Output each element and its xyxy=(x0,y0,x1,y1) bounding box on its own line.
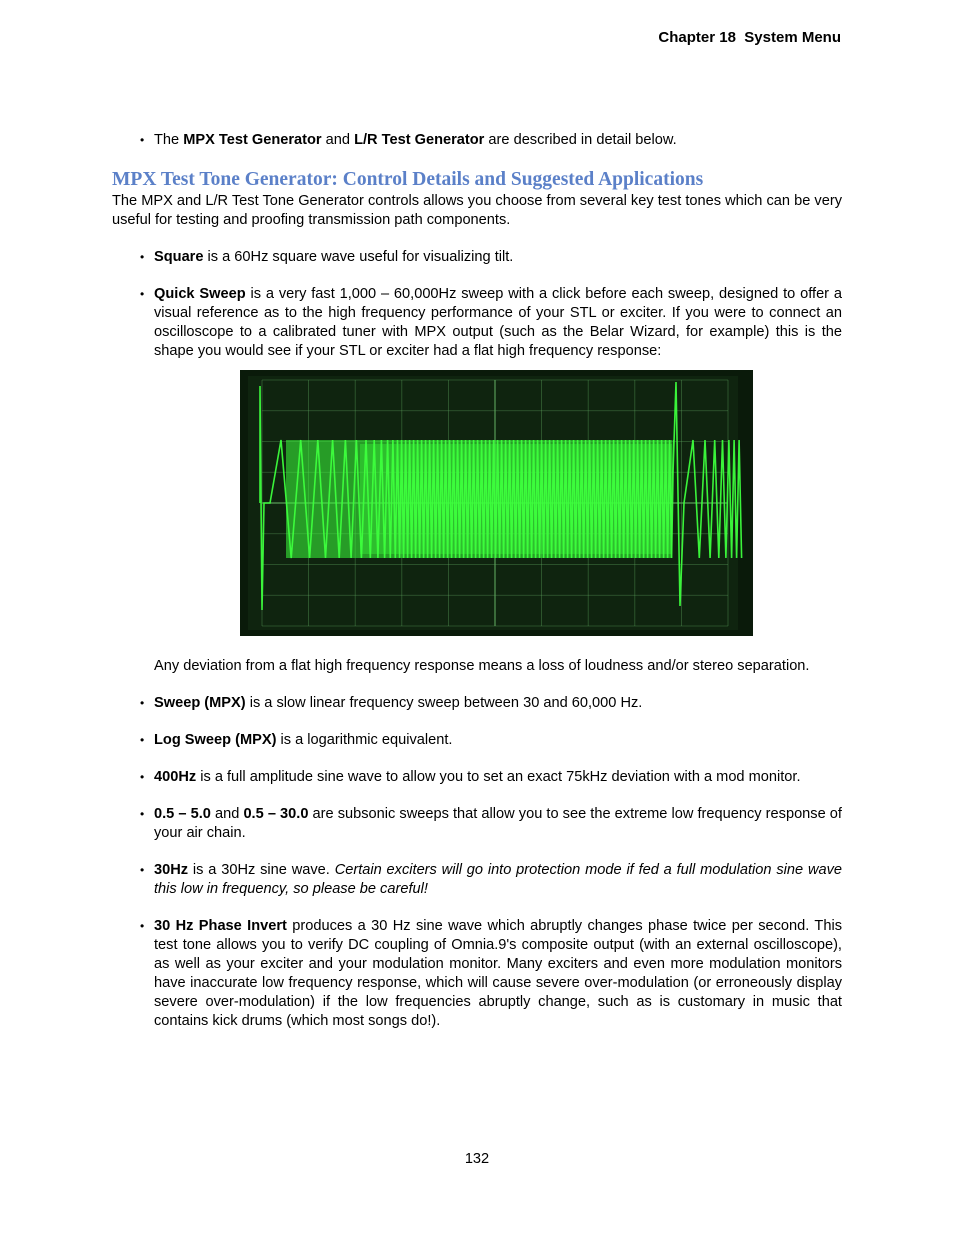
item-subsonic: • 0.5 – 5.0 and 0.5 – 30.0 are subsonic sweeps that allow you to see the extreme low frequency response of your air chain. xyxy=(140,806,842,841)
section-intro: The MPX and L/R Test Tone Generator controls allows you choose from several key test tones which can be very useful for testing and proofing transmission path components. xyxy=(112,193,842,228)
item-sweep-mpx: • Sweep (MPX) is a slow linear frequency sweep between 30 and 60,000 Hz. xyxy=(140,695,643,711)
item-phase-invert: • 30 Hz Phase Invert produces a 30 Hz sine wave which abruptly changes phase twice per second. This test tone allows you to verify DC coupling of Omnia.9's composite output (with an external oscilloscope), as well as your exciter and your modulation monitor. Many exciters and even more modulation monitors have inaccurate low frequency response, which will cause severe over-modulation (or erroneously display severe over-modulation) if the low frequencies abruptly change, such as is customary in music that contains kick drums (which most songs do!). xyxy=(140,918,842,1029)
bullet-dot: • xyxy=(140,287,145,301)
item-log-sweep: • Log Sweep (MPX) is a logarithmic equivalent. xyxy=(140,732,453,748)
header-chapter: Chapter 18 xyxy=(658,29,736,46)
deviation-note: Any deviation from a flat high frequency response means a loss of loudness and/or stereo separation. xyxy=(154,658,810,674)
page-number: 132 xyxy=(464,1151,490,1167)
header-section: System Menu xyxy=(744,29,841,46)
oscilloscope-trace-graphic xyxy=(240,370,753,636)
bullet-dot: • xyxy=(140,133,145,147)
oscilloscope-image xyxy=(240,370,753,636)
bullet-dot: • xyxy=(140,770,145,784)
lr-test-generator-term: L/R Test Generator xyxy=(354,132,485,148)
bullet-dot: • xyxy=(140,696,145,710)
bullet-dot: • xyxy=(140,863,145,877)
mpx-test-generator-term: MPX Test Generator xyxy=(183,132,322,148)
bullet-dot: • xyxy=(140,250,145,264)
item-square: • Square is a 60Hz square wave useful for visualizing tilt. xyxy=(140,249,514,265)
bullet-dot: • xyxy=(140,919,145,933)
page-body xyxy=(112,131,842,1031)
page-header xyxy=(658,29,841,46)
warning-text: Certain exciters will go into protection mode if fed a full modulation sine wave this low in frequency, so please be careful! xyxy=(154,862,843,897)
bullet-dot: • xyxy=(140,733,145,747)
item-30hz: • 30Hz is a 30Hz sine wave. Certain exciters will go into protection mode if fed a full modulation sine wave this low in frequency, so please be careful! xyxy=(140,862,843,897)
item-400hz: • 400Hz is a full amplitude sine wave to allow you to set an exact 75kHz deviation with a mod monitor. xyxy=(140,769,801,785)
intro-bullet: • The MPX Test Generator and L/R Test Generator are described in detail below. xyxy=(140,132,677,148)
bullet-dot: • xyxy=(140,807,145,821)
section-heading: MPX Test Tone Generator: Control Details and Suggested Applications xyxy=(112,169,704,190)
item-quick-sweep: • Quick Sweep is a very fast 1,000 – 60,000Hz sweep with a click before each sweep, designed to offer a visual reference as to the high frequency performance of your STL or exciter. If you were to connect an oscilloscope to a calibrated tuner with MPX output (such as the Belar Wizard, for example) this is the shape you would see if your STL or exciter had a flat high frequency response: xyxy=(140,286,843,359)
